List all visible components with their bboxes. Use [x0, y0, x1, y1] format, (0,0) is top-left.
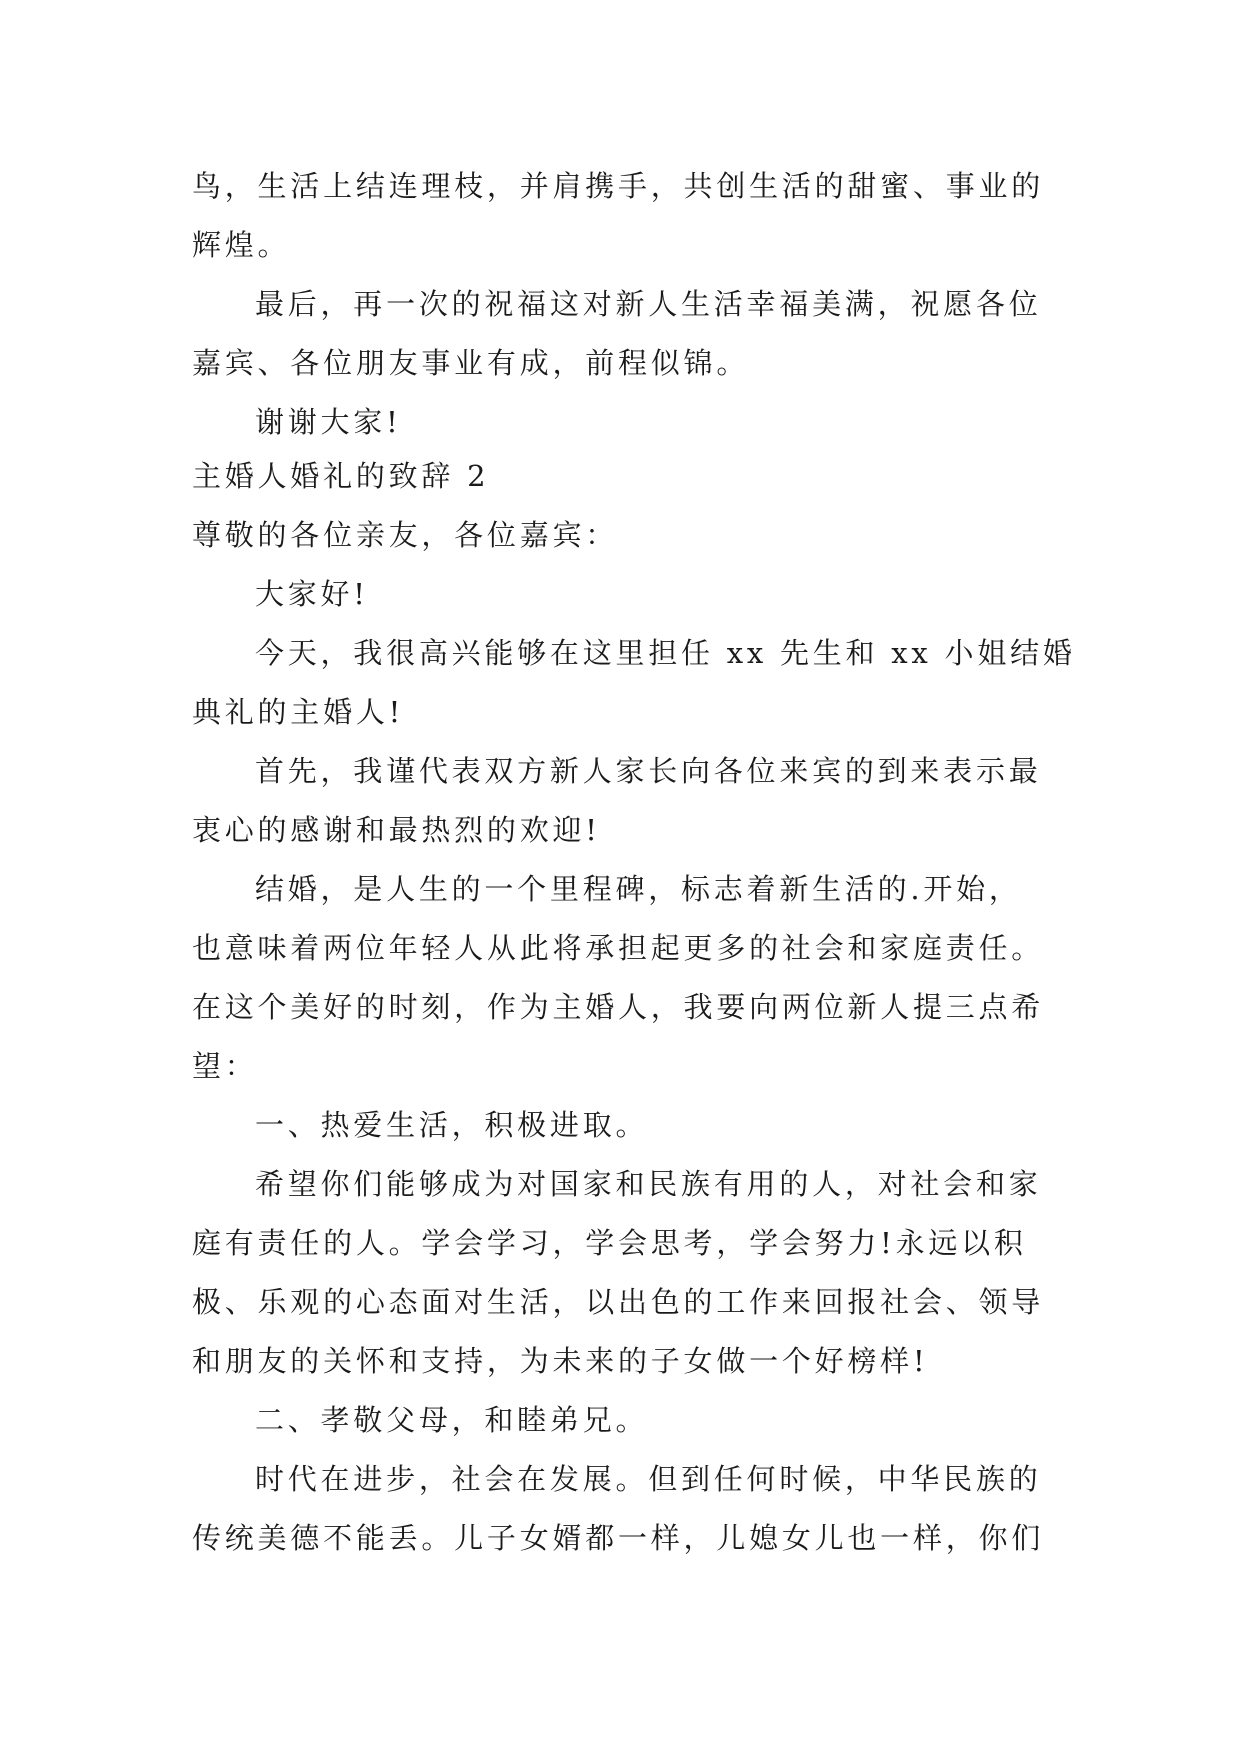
section-heading: 主婚人婚礼的致辞 2	[192, 459, 490, 493]
paragraph-line: 时代在进步，社会在发展。但到任何时候，中华民族的	[255, 1462, 1042, 1496]
paragraph-line: 庭有责任的人。学会学习，学会思考，学会努力!永远以积	[192, 1226, 1027, 1260]
paragraph-line: 希望你们能够成为对国家和民族有用的人，对社会和家	[255, 1167, 1042, 1201]
paragraph-line: 谢谢大家!	[255, 405, 402, 439]
paragraph-line: 最后，再一次的祝福这对新人生活幸福美满，祝愿各位	[255, 287, 1042, 321]
paragraph-line: 嘉宾、各位朋友事业有成，前程似锦。	[192, 346, 750, 380]
paragraph-line: 首先，我谨代表双方新人家长向各位来宾的到来表示最	[255, 754, 1042, 788]
paragraph-line: 极、乐观的心态面对生活，以出色的工作来回报社会、领导	[192, 1285, 1045, 1319]
paragraph-line: 辉煌。	[192, 228, 291, 262]
paragraph-line: 也意味着两位年轻人从此将承担起更多的社会和家庭责任。	[192, 931, 1045, 965]
paragraph-line: 结婚，是人生的一个里程碑，标志着新生活的.开始，	[255, 872, 1022, 906]
paragraph-line: 衷心的感谢和最热烈的欢迎!	[192, 813, 601, 847]
paragraph-line: 和朋友的关怀和支持，为未来的子女做一个好榜样!	[192, 1344, 929, 1378]
salutation: 尊敬的各位亲友，各位嘉宾：	[192, 518, 619, 552]
paragraph-line: 传统美德不能丢。儿子女婿都一样，儿媳女儿也一样，你们	[192, 1521, 1045, 1555]
paragraph-line: 大家好!	[255, 577, 369, 611]
paragraph-line: 望：	[192, 1049, 258, 1083]
paragraph-line: 鸟，生活上结连理枝，并肩携手，共创生活的甜蜜、事业的	[192, 169, 1045, 203]
list-heading: 一、热爱生活，积极进取。	[255, 1108, 649, 1142]
list-heading: 二、孝敬父母，和睦弟兄。	[255, 1403, 649, 1437]
paragraph-line: 今天，我很高兴能够在这里担任 xx 先生和 xx 小姐结婚	[255, 636, 1076, 670]
paragraph-line: 在这个美好的时刻，作为主婚人，我要向两位新人提三点希	[192, 990, 1045, 1024]
paragraph-line: 典礼的主婚人!	[192, 695, 405, 729]
